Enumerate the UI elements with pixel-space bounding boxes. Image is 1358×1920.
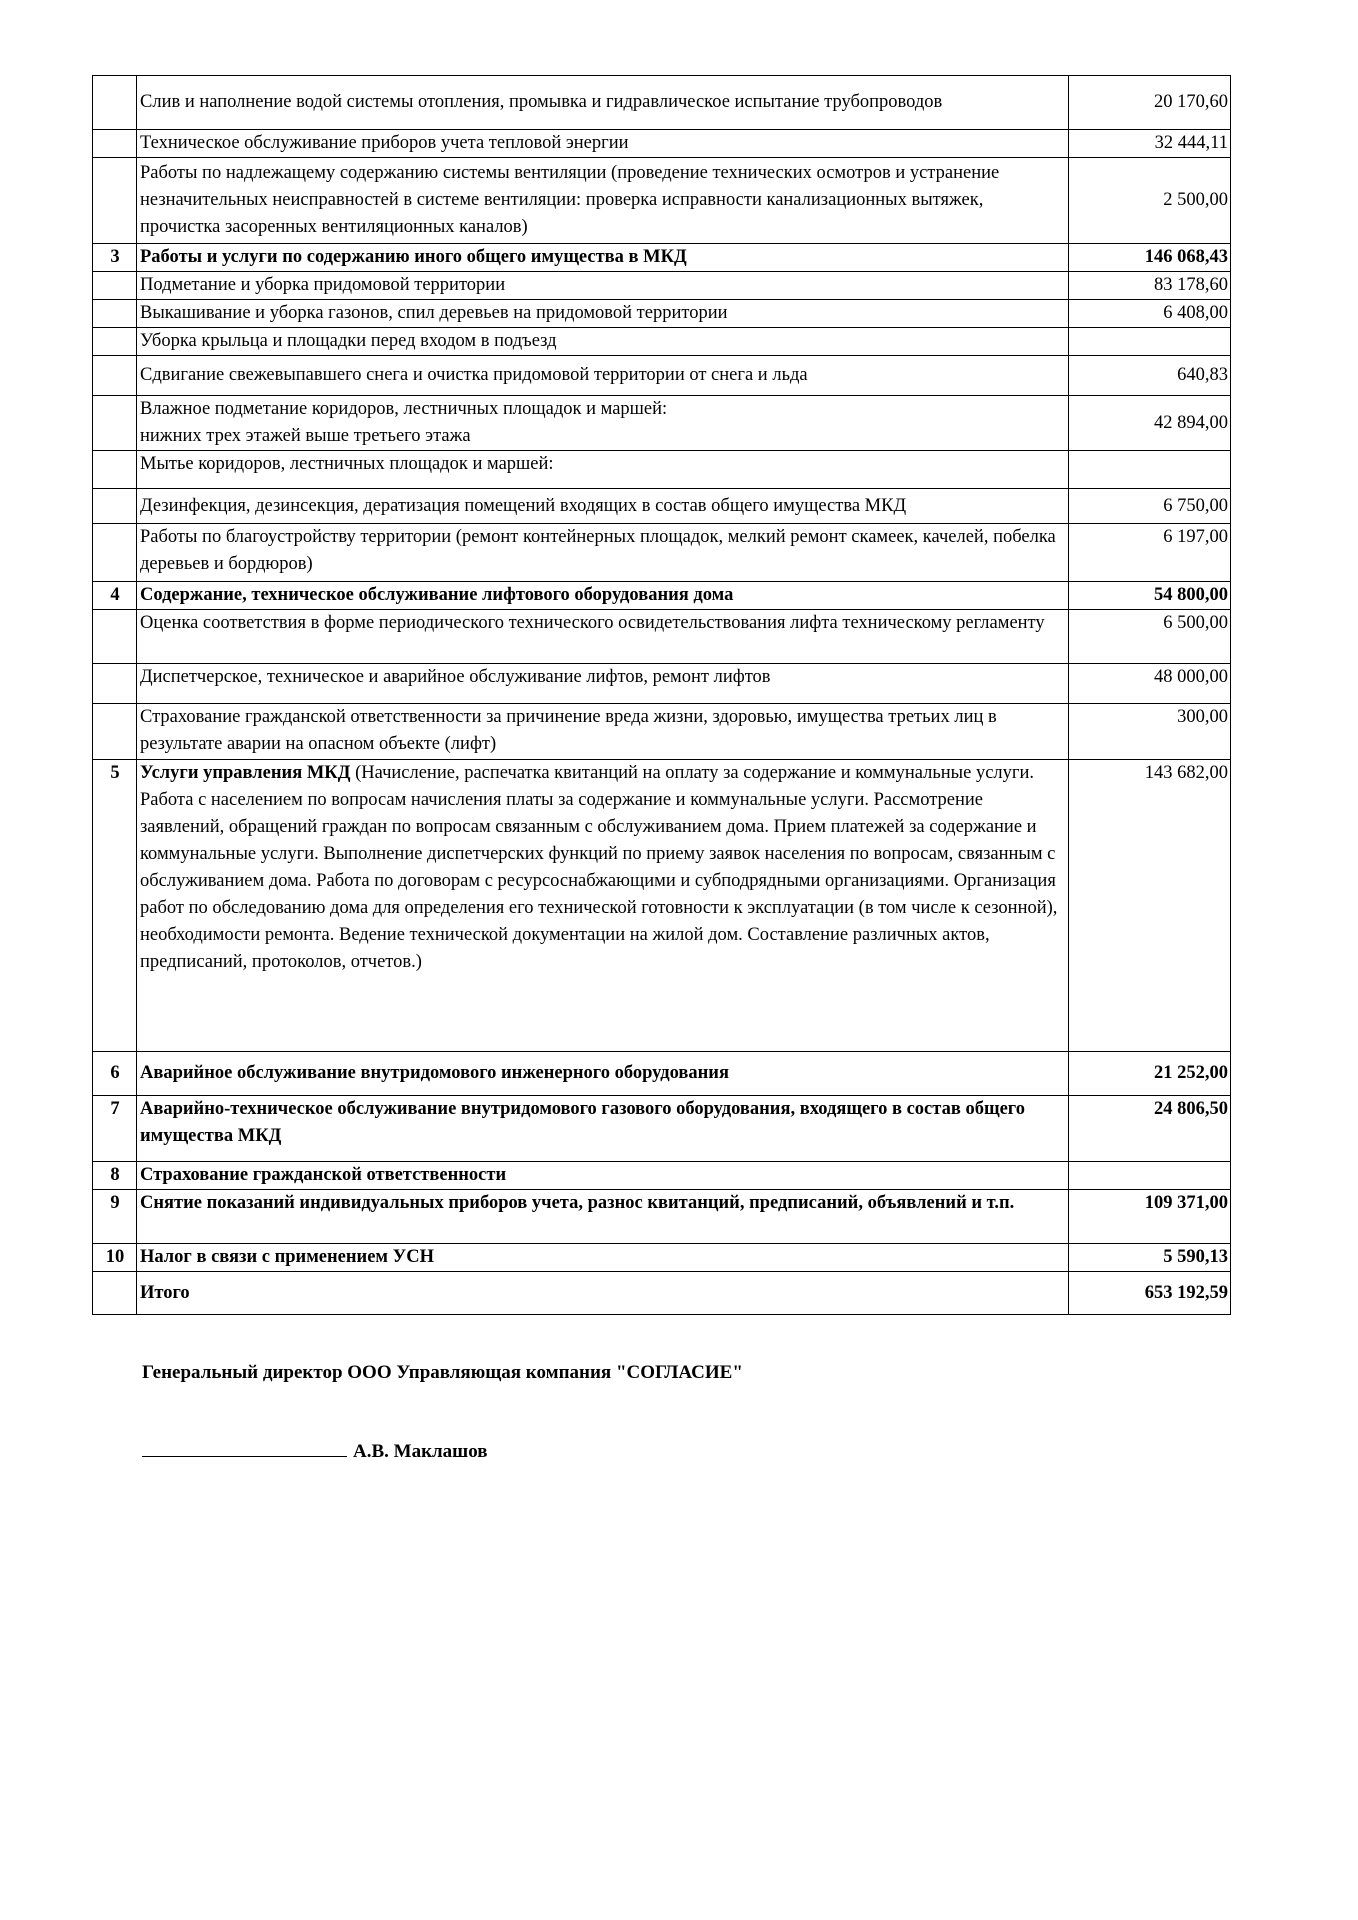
row-amount: 42 894,00	[1069, 396, 1231, 451]
section-row	[93, 1096, 1231, 1162]
row-description: Диспетчерское, техническое и аварийное обслуживание лифтов, ремонт лифтов	[137, 664, 1069, 704]
signature-line	[142, 1438, 488, 1463]
row-amount	[1069, 328, 1231, 356]
row-description: Работы по благоустройству территории (ремонт контейнерных площадок, мелкий ремонт скамеек, качелей, побелка деревьев и бордюров)	[137, 524, 1069, 582]
table-row	[93, 76, 1231, 130]
row-description: Оценка соответствия в форме периодического технического освидетельствования лифта техническому регламенту	[137, 610, 1069, 664]
row-amount: 640,83	[1069, 356, 1231, 396]
row-amount: 6 500,00	[1069, 610, 1231, 664]
row-description: Страхование гражданской ответственности за причинение вреда жизни, здоровью, имущества третьих лиц в результате аварии на опасном объекте (лифт)	[137, 704, 1069, 760]
section-row	[93, 582, 1231, 610]
row-number	[93, 664, 137, 704]
table-row	[93, 130, 1231, 158]
row-amount: 21 252,00	[1069, 1052, 1231, 1096]
row-description: Выкашивание и уборка газонов, спил деревьев на придомовой территории	[137, 300, 1069, 328]
row-amount: 653 192,59	[1069, 1272, 1231, 1315]
row-amount: 143 682,00	[1069, 760, 1231, 1052]
row-amount	[1069, 451, 1231, 489]
row-description: Дезинфекция, дезинсекция, дератизация помещений входящих в состав общего имущества МКД	[137, 489, 1069, 524]
row-amount: 146 068,43	[1069, 244, 1231, 272]
row-number: 3	[93, 244, 137, 272]
row-number: 9	[93, 1190, 137, 1244]
row-amount: 6 408,00	[1069, 300, 1231, 328]
row-amount: 54 800,00	[1069, 582, 1231, 610]
row-number: 6	[93, 1052, 137, 1096]
row-number: 7	[93, 1096, 137, 1162]
row-amount: 32 444,11	[1069, 130, 1231, 158]
row-number	[93, 356, 137, 396]
row-amount: 6 197,00	[1069, 524, 1231, 582]
row-description: Техническое обслуживание приборов учета тепловой энергии	[137, 130, 1069, 158]
row-description: Сдвигание свежевыпавшего снега и очистка придомовой территории от снега и льда	[137, 356, 1069, 396]
row-description: Работы и услуги по содержанию иного общего имущества в МКД	[137, 244, 1069, 272]
row-amount: 48 000,00	[1069, 664, 1231, 704]
table-row	[93, 300, 1231, 328]
signature-underline	[142, 1438, 347, 1457]
row-amount	[1069, 1162, 1231, 1190]
table-row	[93, 158, 1231, 244]
row-number	[93, 489, 137, 524]
row-number	[93, 396, 137, 451]
row-number	[93, 76, 137, 130]
row-description: Слив и наполнение водой системы отопления, промывка и гидравлическое испытание трубопроводов	[137, 76, 1069, 130]
table-row	[93, 451, 1231, 489]
table-row	[93, 396, 1231, 451]
row-description: Аварийно-техническое обслуживание внутридомового газового оборудования, входящего в состав общего имущества МКД	[137, 1096, 1069, 1162]
row-amount: 83 178,60	[1069, 272, 1231, 300]
row-description: Работы по надлежащему содержанию системы вентиляции (проведение технических осмотров и устранение незначительных неисправностей в системе вентиляции: проверка исправности канализационных вытяжек, прочистка засоренных вентиляционных каналов)	[137, 158, 1069, 244]
table-row	[93, 272, 1231, 300]
director-name: А.В. Маклашов	[353, 1441, 488, 1462]
row-description: Мытье коридоров, лестничных площадок и маршей:	[137, 451, 1069, 489]
row-amount: 5 590,13	[1069, 1244, 1231, 1272]
total-row	[93, 1272, 1231, 1315]
table-row	[93, 489, 1231, 524]
section-row	[93, 244, 1231, 272]
row-number	[93, 704, 137, 760]
row-description: Налог в связи с применением УСН	[137, 1244, 1069, 1272]
table-row	[93, 610, 1231, 664]
row-description: Страхование гражданской ответственности	[137, 1162, 1069, 1190]
row-number: 10	[93, 1244, 137, 1272]
section-row	[93, 1052, 1231, 1096]
table-row	[93, 704, 1231, 760]
row-description: Содержание, техническое обслуживание лифтового оборудования дома	[137, 582, 1069, 610]
section-row	[93, 1190, 1231, 1244]
table-row	[93, 664, 1231, 704]
row-number	[93, 130, 137, 158]
row-number	[93, 158, 137, 244]
row-number: 8	[93, 1162, 137, 1190]
row-description	[137, 760, 1069, 1052]
row-description: Влажное подметание коридоров, лестничных площадок и маршей: нижних трех этажей выше третьего этажа	[137, 396, 1069, 451]
director-title: Генеральный директор ООО Управляющая компания "СОГЛАСИЕ"	[142, 1362, 743, 1383]
row-number	[93, 524, 137, 582]
row-number: 4	[93, 582, 137, 610]
table-row	[93, 328, 1231, 356]
table-row	[93, 524, 1231, 582]
row-description: Итого	[137, 1272, 1069, 1315]
row-number	[93, 451, 137, 489]
row-description: Подметание и уборка придомовой территории	[137, 272, 1069, 300]
services-cost-table	[92, 75, 1231, 1315]
row-amount: 2 500,00	[1069, 158, 1231, 244]
row-description-heading: Услуги управления МКД	[140, 763, 351, 783]
row-description: Аварийное обслуживание внутридомового инженерного оборудования	[137, 1052, 1069, 1096]
row-amount: 6 750,00	[1069, 489, 1231, 524]
row-amount: 24 806,50	[1069, 1096, 1231, 1162]
row-number: 5	[93, 760, 137, 1052]
row-amount: 109 371,00	[1069, 1190, 1231, 1244]
row-number	[93, 300, 137, 328]
section-row	[93, 1244, 1231, 1272]
row-amount: 300,00	[1069, 704, 1231, 760]
table-row	[93, 356, 1231, 396]
row-amount: 20 170,60	[1069, 76, 1231, 130]
row-description: Снятие показаний индивидуальных приборов учета, разнос квитанций, предписаний, объявлений и т.п.	[137, 1190, 1069, 1244]
row-number	[93, 1272, 137, 1315]
row-description: Уборка крыльца и площадки перед входом в подъезд	[137, 328, 1069, 356]
row-number	[93, 610, 137, 664]
row-description-text: (Начисление, распечатка квитанций на оплату за содержание и коммунальные услуги. Работа с населением по вопросам начисления платы за содержание и коммунальные услуги. Рассмотрение заявлений, обращений граждан по вопросам связанным с обслуживанием дома. Прием платежей за содержание и коммунальные услуги. Выполнение диспетчерских функций по приему заявок населения по вопросам, связанным с обслуживанием дома. Работа по договорам с ресурсоснабжающими и субподрядными организациями. Организация работ по обследованию дома для определения его технической готовности к эксплуатации (в том числе к сезонной), необходимости ремонта. Ведение технической документации на жилой дом. Составление различных актов, предписаний, протоколов, отчетов.)	[140, 763, 1058, 972]
section-row	[93, 760, 1231, 1052]
row-number	[93, 328, 137, 356]
row-number	[93, 272, 137, 300]
section-row	[93, 1162, 1231, 1190]
